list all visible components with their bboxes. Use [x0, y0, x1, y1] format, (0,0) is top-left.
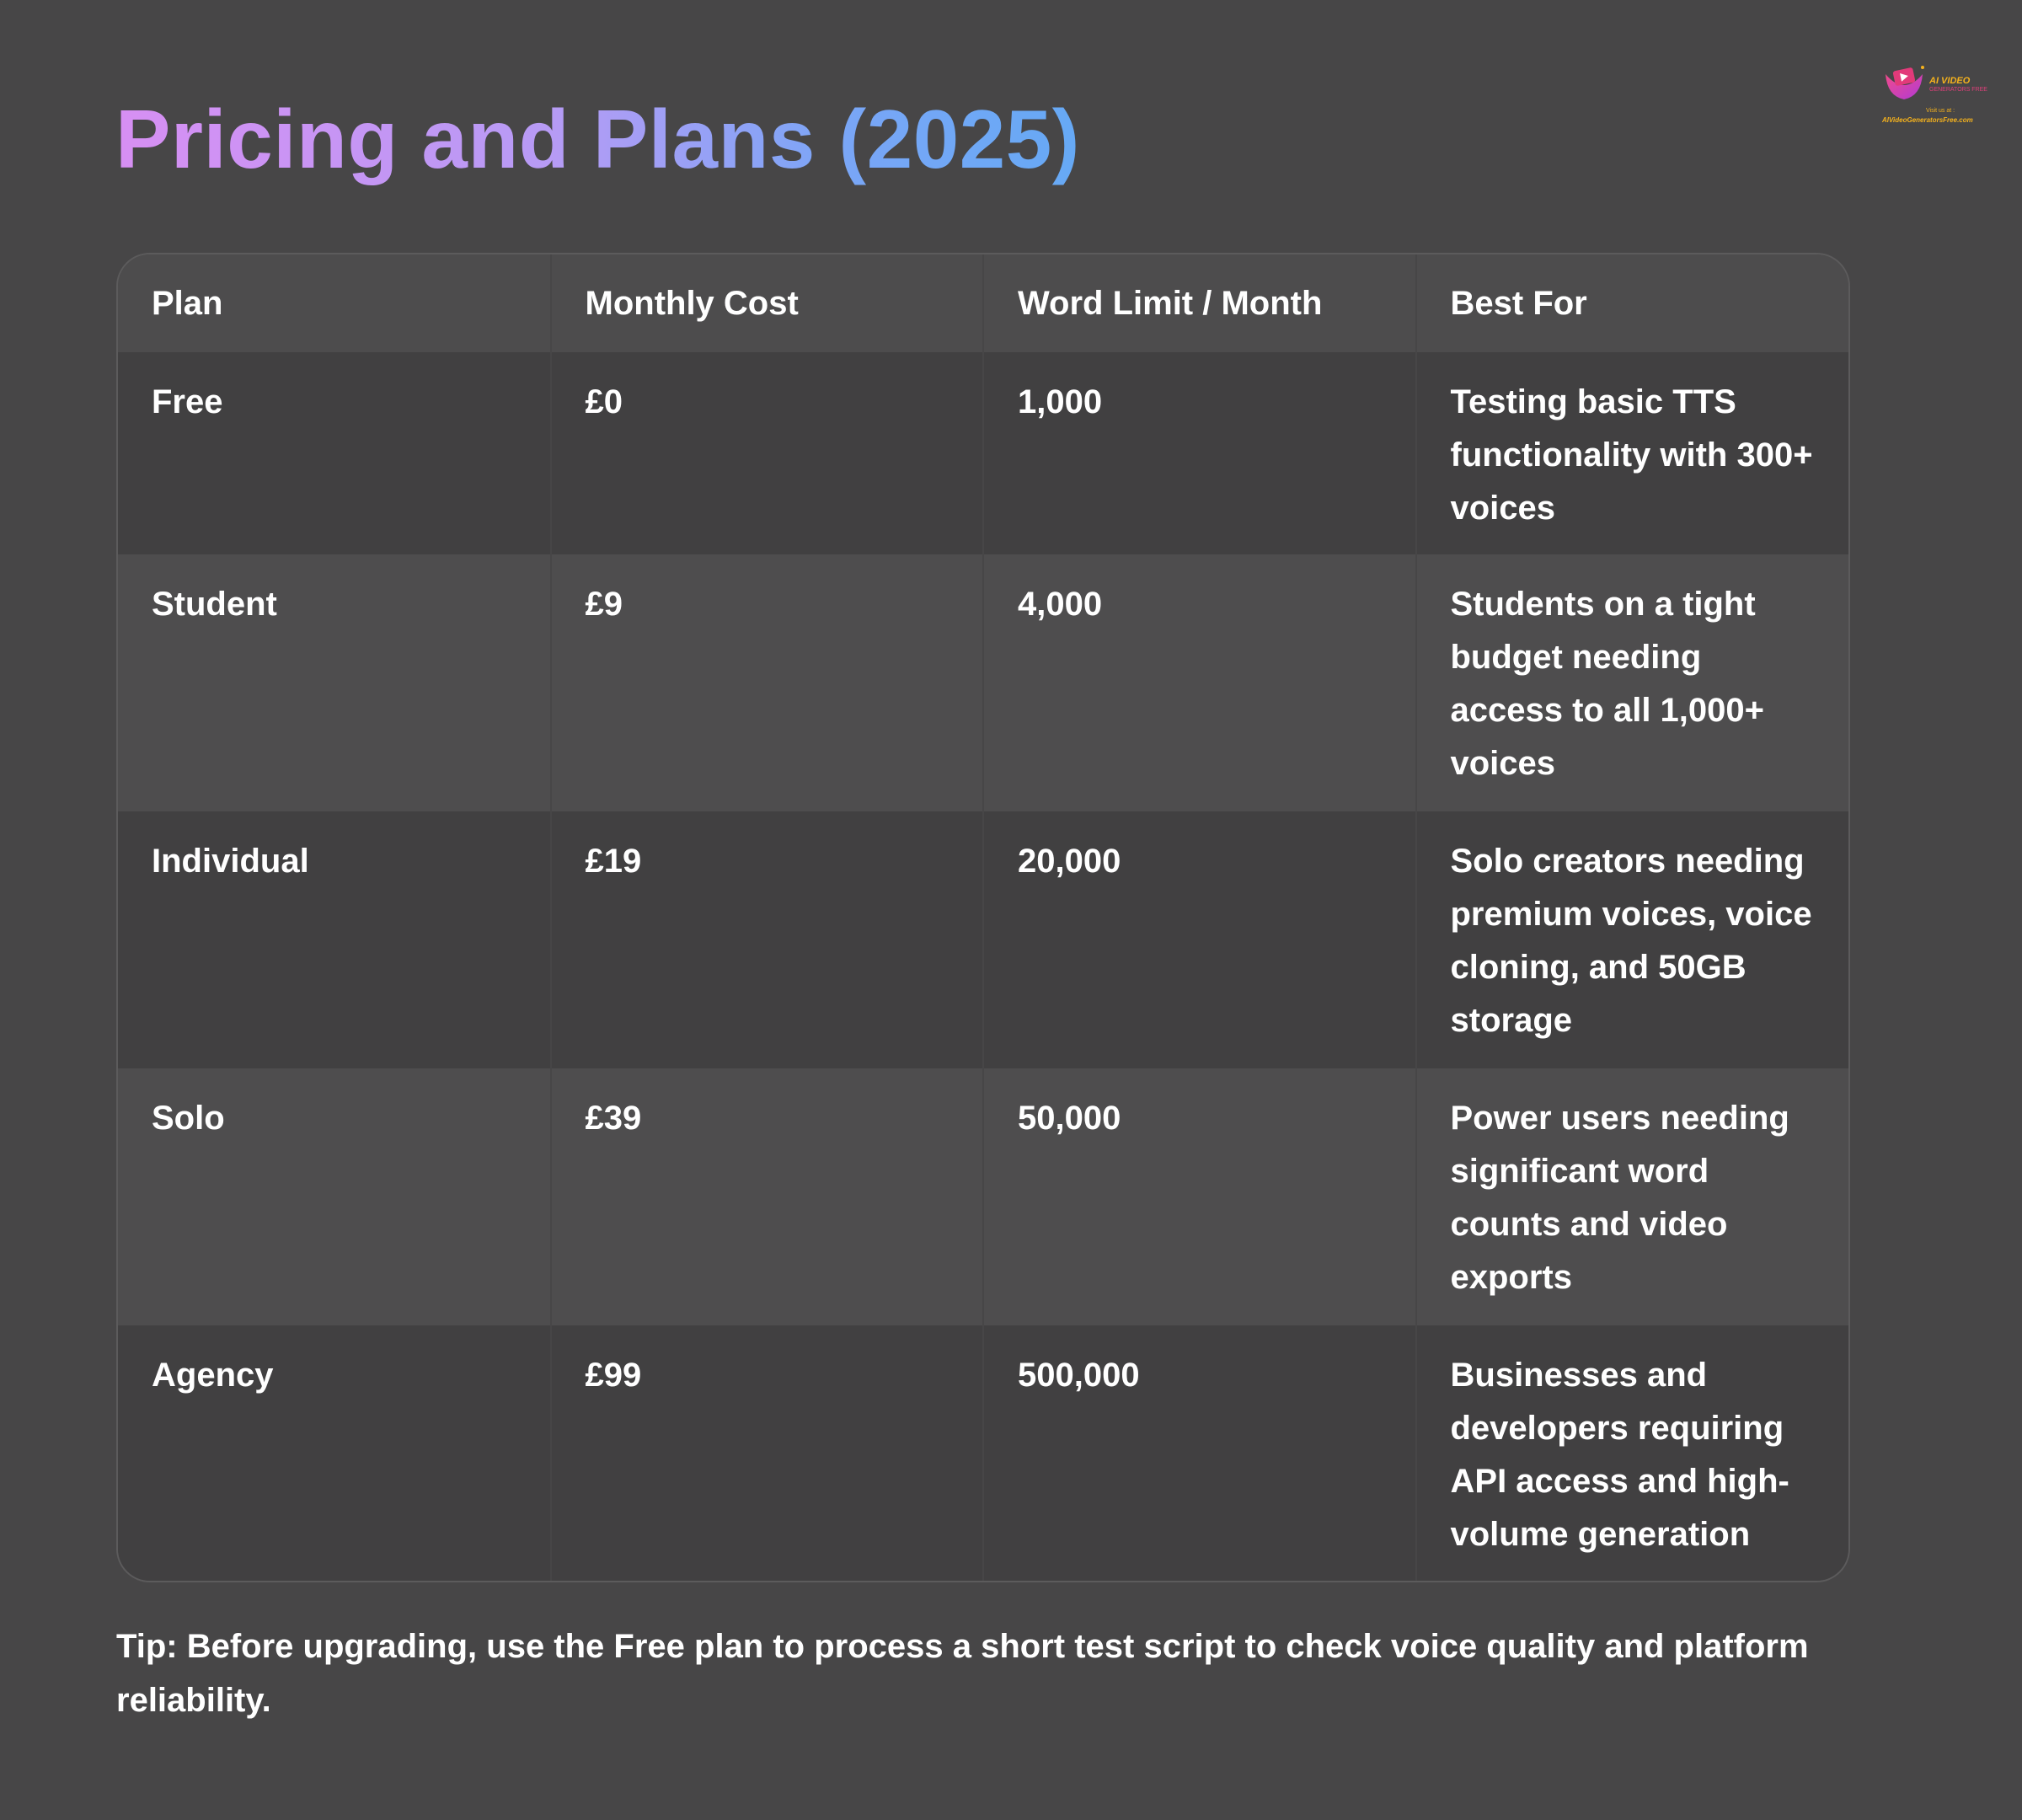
word-limit: 500,000 — [983, 1325, 1416, 1582]
best-for: Power users needing significant word counts and video exports — [1450, 1100, 1789, 1296]
column-header-plan: Plan — [118, 254, 551, 352]
tip-text: Tip: Before upgrading, use the Free plan to process a short test script to check voice quality and platform reliability. — [116, 1628, 1809, 1719]
logo-visit-label: Visit us at : — [1926, 108, 1955, 114]
monthly-cost: £9 — [551, 554, 984, 811]
plan-name: Solo — [118, 1068, 551, 1325]
monthly-cost: £99 — [551, 1325, 984, 1582]
table-row — [118, 1325, 1848, 1582]
word-limit: 50,000 — [983, 1068, 1416, 1325]
logo-tagline: GENERATORS FREE — [1929, 87, 1987, 93]
table-row — [118, 1068, 1848, 1325]
word-limit: 1,000 — [983, 352, 1416, 554]
logo-url[interactable]: AIVideoGeneratorsFree.com — [1882, 116, 1973, 124]
video-play-icon — [1879, 62, 1929, 104]
pricing-table — [118, 254, 1848, 1582]
logo-name: AI VIDEO — [1929, 76, 1971, 86]
table-row — [118, 352, 1848, 554]
column-header-best-for: Best For — [1450, 284, 1587, 322]
table-header-row — [118, 254, 1848, 352]
table-row — [118, 554, 1848, 811]
brand-logo[interactable] — [1879, 62, 1997, 130]
plan-name: Student — [118, 554, 551, 811]
monthly-cost: £19 — [551, 811, 984, 1068]
monthly-cost: £39 — [551, 1068, 984, 1325]
plan-name: Individual — [118, 811, 551, 1068]
pricing-table-container — [116, 253, 1850, 1582]
best-for: Businesses and developers requiring API access and high-volume generation — [1450, 1357, 1789, 1553]
table-row — [118, 811, 1848, 1068]
page-title: Pricing and Plans (2025) — [115, 84, 1080, 194]
column-header-word-limit: Word Limit / Month — [983, 254, 1416, 352]
monthly-cost: £0 — [551, 352, 984, 554]
best-for: Solo creators needing premium voices, voice cloning, and 50GB storage — [1450, 843, 1812, 1039]
best-for: Testing basic TTS functionality with 300+ voices — [1450, 383, 1813, 527]
plan-name: Free — [118, 352, 551, 554]
word-limit: 20,000 — [983, 811, 1416, 1068]
word-limit: 4,000 — [983, 554, 1416, 811]
column-header-monthly-cost: Monthly Cost — [551, 254, 984, 352]
plan-name: Agency — [118, 1325, 551, 1582]
best-for: Students on a tight budget needing access to all 1,000+ voices — [1450, 586, 1764, 782]
